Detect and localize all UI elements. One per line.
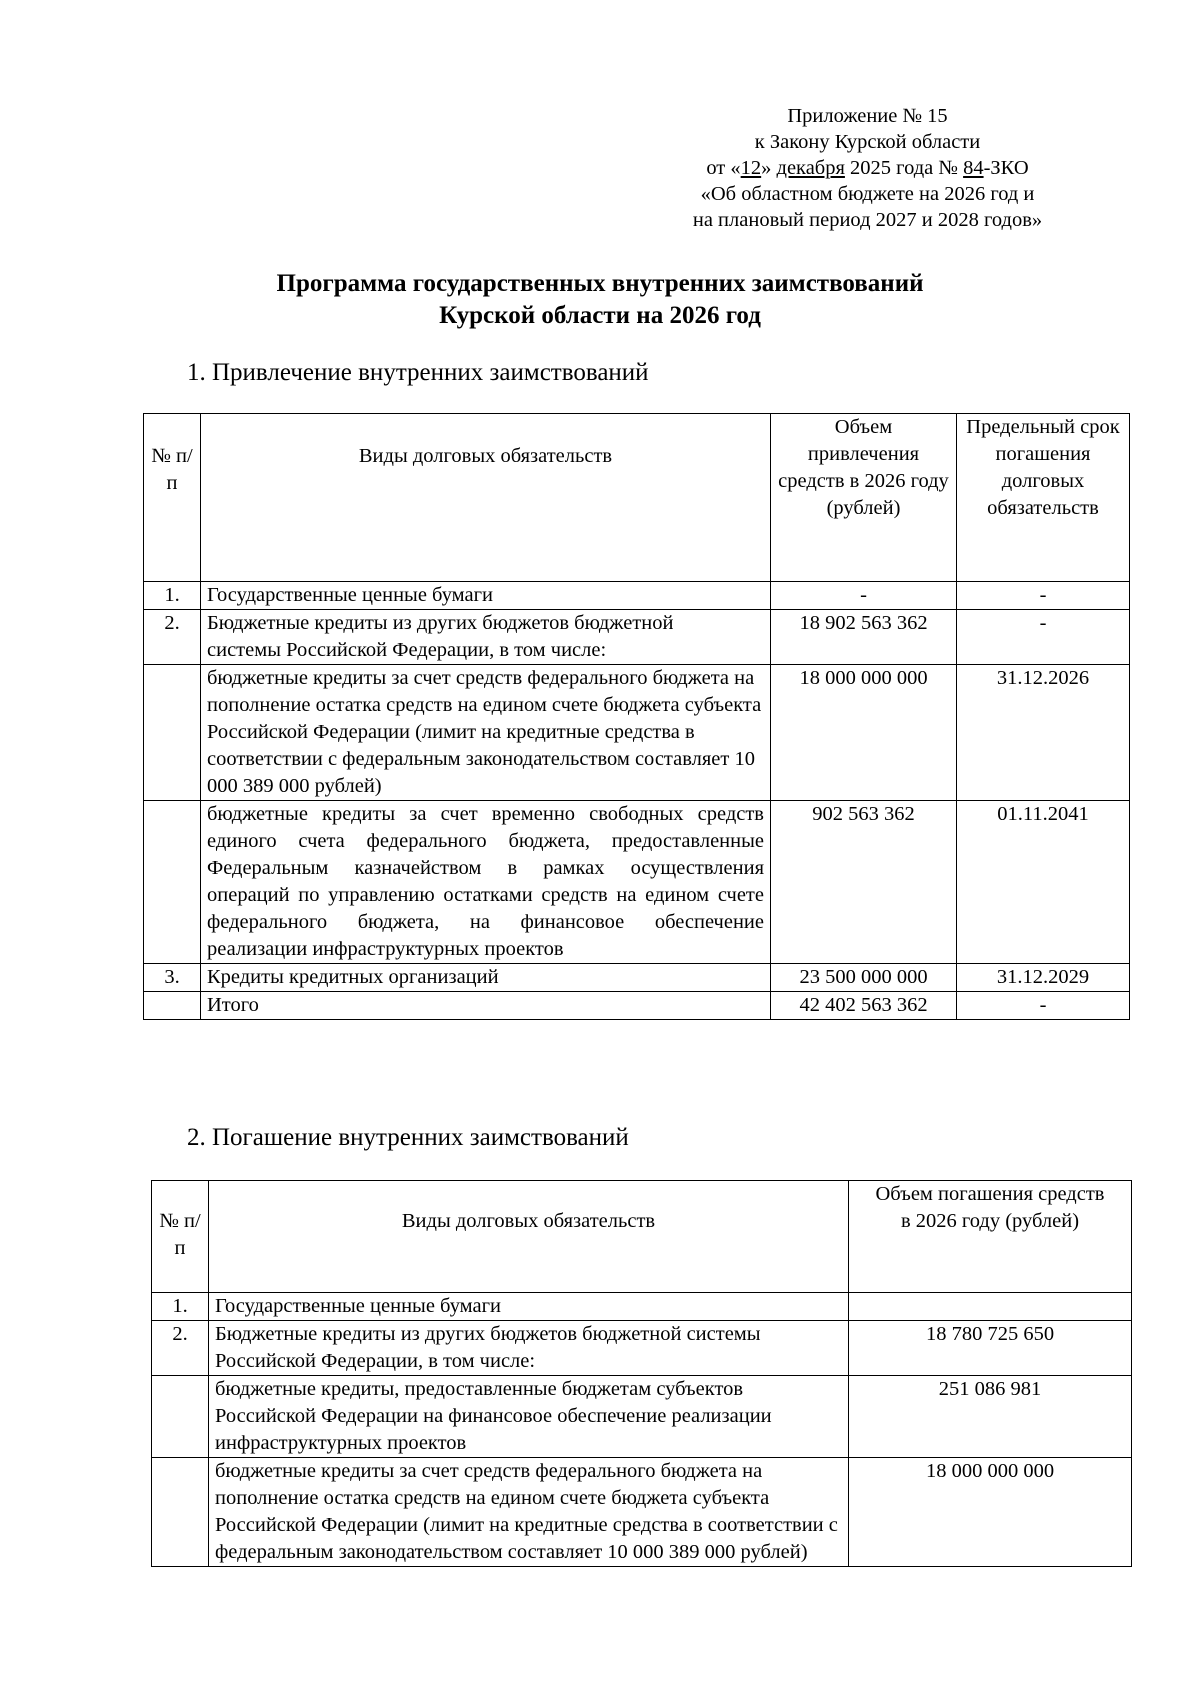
row-amount: 902 563 362 <box>771 801 957 964</box>
row-num <box>144 801 201 964</box>
appendix-line-3 <box>655 155 1080 181</box>
row-type: Государственные ценные бумаги <box>201 582 771 610</box>
row-amount: 23 500 000 000 <box>771 964 957 992</box>
table-row <box>152 1321 1132 1376</box>
header-term: Предельный срок погашения долговых обязательств <box>957 414 1130 582</box>
table-row <box>152 1376 1132 1458</box>
borrowings-repayment-table <box>151 1180 1132 1567</box>
table-row <box>144 665 1130 801</box>
appendix-line-4: «Об областном бюджете на 2026 год и <box>700 183 1035 205</box>
appendix-day: 12 <box>740 157 762 179</box>
section-2-heading: 2. Погашение внутренних заимствований <box>187 1124 629 1151</box>
header-num: № п/п <box>144 414 201 582</box>
table-row <box>144 964 1130 992</box>
row-amount: 18 000 000 000 <box>771 665 957 801</box>
row-type: Бюджетные кредиты из других бюджетов бюджетной системы Российской Федерации, в том числе: <box>209 1321 849 1376</box>
row-type: бюджетные кредиты за счет средств федерального бюджета на пополнение остатка средств на едином счете бюджета субъекта Российской Федерации (лимит на кредитные средства в соответствии с федеральным законодательством составляет 10 000 389 000 рублей) <box>209 1458 849 1567</box>
row-type: Государственные ценные бумаги <box>209 1293 849 1321</box>
appendix-year: 2025 года № <box>844 157 964 179</box>
table-row <box>144 610 1130 665</box>
appendix-date-prefix: от « <box>706 157 741 179</box>
row-type: бюджетные кредиты, предоставленные бюджетам субъектов Российской Федерации на финансовое обеспечение реализации инфраструктурных проектов <box>209 1376 849 1458</box>
row-term: - <box>957 992 1130 1020</box>
row-num: 3. <box>144 964 201 992</box>
table-total-row <box>144 992 1130 1020</box>
row-term: 01.11.2041 <box>957 801 1130 964</box>
row-num: 1. <box>144 582 201 610</box>
row-num <box>152 1458 209 1567</box>
row-term: - <box>957 582 1130 610</box>
row-type: Итого <box>201 992 771 1020</box>
row-amount: 42 402 563 362 <box>771 992 957 1020</box>
row-amount: 251 086 981 <box>849 1376 1132 1458</box>
row-amount <box>849 1293 1132 1321</box>
header-type: Виды долговых обязательств <box>209 1181 849 1293</box>
header-type: Виды долговых обязательств <box>201 414 771 582</box>
row-amount: 18 902 563 362 <box>771 610 957 665</box>
row-amount: 18 780 725 650 <box>849 1321 1132 1376</box>
title-line-1: Программа государственных внутренних заимствований <box>276 270 924 297</box>
header-num: № п/п <box>152 1181 209 1293</box>
appendix-law-number: 84 <box>963 157 984 179</box>
header-amount: Объем привлечения средств в 2026 году (рублей) <box>771 414 957 582</box>
row-term: 31.12.2029 <box>957 964 1130 992</box>
row-num <box>144 665 201 801</box>
table-header-row <box>152 1181 1132 1293</box>
row-num: 2. <box>152 1321 209 1376</box>
header-amount: Объем погашения средств в 2026 году (рублей) <box>849 1181 1132 1293</box>
appendix-line-2: к Закону Курской области <box>754 131 981 153</box>
table-row <box>152 1293 1132 1321</box>
row-amount: 18 000 000 000 <box>849 1458 1132 1567</box>
borrowings-attraction-table <box>143 413 1130 1020</box>
table-row <box>144 801 1130 964</box>
appendix-line-1: Приложение № 15 <box>787 105 948 127</box>
row-type: Бюджетные кредиты из других бюджетов бюджетной системы Российской Федерации, в том числе: <box>201 610 771 665</box>
row-type: Кредиты кредитных организаций <box>201 964 771 992</box>
section-1-heading: 1. Привлечение внутренних заимствований <box>187 359 649 386</box>
row-num: 1. <box>152 1293 209 1321</box>
row-term: 31.12.2026 <box>957 665 1130 801</box>
row-num: 2. <box>144 610 201 665</box>
appendix-line-5: на плановый период 2027 и 2028 годов» <box>692 209 1043 231</box>
appendix-date-mid: » <box>761 157 777 179</box>
appendix-law-suffix: -ЗКО <box>983 157 1029 179</box>
appendix-block <box>655 103 1080 233</box>
page-title <box>130 268 1070 332</box>
row-num <box>152 1376 209 1458</box>
row-amount: - <box>771 582 957 610</box>
row-term: - <box>957 610 1130 665</box>
table-row <box>144 582 1130 610</box>
table-row <box>152 1458 1132 1567</box>
row-num <box>144 992 201 1020</box>
table-header-row <box>144 414 1130 582</box>
row-type: бюджетные кредиты за счет временно свободных средств единого счета федерального бюджета, предоставленные Федеральным казначейством в рамках осуществления операций по управлению остатками средств на едином счете федерального бюджета, на финансовое обеспечение реализации инфраструктурных проектов <box>201 801 771 964</box>
title-line-2: Курской области на 2026 год <box>439 302 761 329</box>
row-type: бюджетные кредиты за счет средств федерального бюджета на пополнение остатка средств на едином счете бюджета субъекта Российской Федерации (лимит на кредитные средства в соответствии с федеральным законодательством составляет 10 000 389 000 рублей) <box>201 665 771 801</box>
appendix-month: декабря <box>776 157 845 179</box>
